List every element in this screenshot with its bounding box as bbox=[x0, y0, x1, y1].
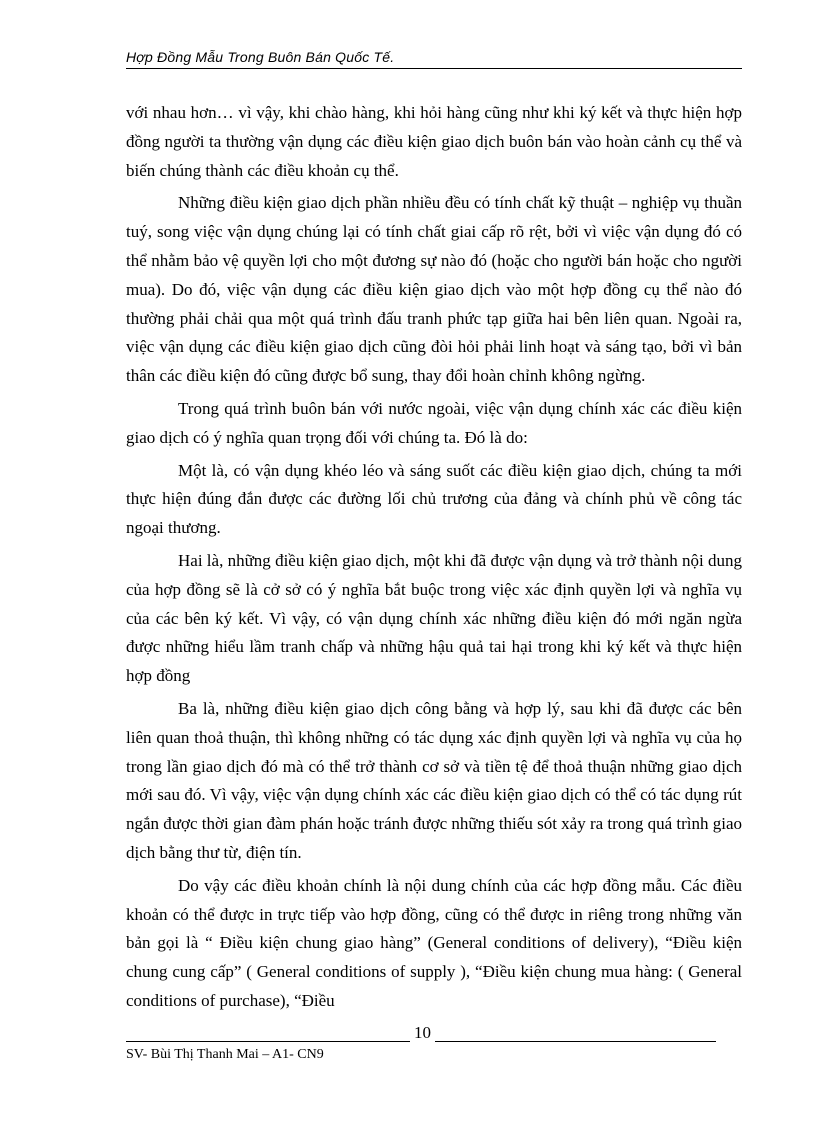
paragraph: Một là, có vận dụng khéo léo và sáng suốt các điều kiện giao dịch, chúng ta mới thực hiện đúng đắn được các đường lối chủ trương của đảng và chính phủ về công tác ngoại thương. bbox=[126, 460, 742, 538]
paragraph: Trong quá trình buôn bán với nước ngoài, việc vận dụng chính xác các điều kiện giao dịch có ý nghĩa quan trọng đối với chúng ta. Đó là do: bbox=[126, 398, 742, 447]
header-title: Hợp Đồng Mẫu Trong Buôn Bán Quốc Tế. bbox=[126, 49, 395, 65]
paragraph: Ba là, những điều kiện giao dịch công bằng và hợp lý, sau khi đã được các bên liên quan thoả thuận, thì không những có tác dụng xác định quyền lợi và nghĩa vụ của họ trong lần giao dịch đó mà có thể trở thành cơ sở và tiền tệ để thoả thuận những giao dịch mới sau đó. Vì vậy, việc vận dụng chính xác các điều kiện giao dịch có thể có tác dụng rút ngắn được thời gian đàm phán hoặc tránh được những thiếu sót xảy ra trong quá trình giao dịch bằng thư từ, điện tín. bbox=[126, 698, 742, 862]
page-number: 10 bbox=[410, 1024, 435, 1042]
paragraph: Những điều kiện giao dịch phần nhiều đều có tính chất kỹ thuật – nghiệp vụ thuần tuý, song việc vận dụng chúng lại có tính chất giai cấp rõ rệt, bởi vì việc vận dụng đó có thể nhằm bảo vệ quyền lợi cho một đương sự nào đó (hoặc cho người bán hoặc cho người mua). Do đó, việc vận dụng các điều kiện giao dịch vào một hợp đồng cụ thể nào đó thường phải chải qua một quá trình đấu tranh phức tạp giữa hai bên liên quan. Ngoài ra, việc vận dụng các điều kiện giao dịch cũng đòi hỏi phải linh hoạt và sáng tạo, bởi vì bản thân các điều kiện đó cũng được bổ sung, thay đổi hoàn chỉnh không ngừng. bbox=[126, 193, 742, 386]
paragraph: Hai là, những điều kiện giao dịch, một khi đã được vận dụng và trở thành nội dung của hợp đồng sẽ là cở sở có ý nghĩa bắt buộc trong việc xác định quyền lợi và nghĩa vụ của các bên ký kết. Vì vậy, có vận dụng chính xác những điều kiện đó mới ngăn ngừa được những hiểu lầm tranh chấp và những hậu quả tai hại trong khi ký kết và thực hiện hợp đồng bbox=[126, 550, 742, 686]
page-header bbox=[126, 48, 742, 69]
paragraph: với nhau hơn… vì vậy, khi chào hàng, khi hỏi hàng cũng như khi ký kết và thực hiện hợp đồng người ta thường vận dụng các điều kiện giao dịch buôn bán vào hoàn cảnh cụ thể và biến chúng thành các điều khoản cụ thể. bbox=[126, 103, 742, 180]
paragraph: Do vậy các điều khoản chính là nội dung chính của các hợp đồng mẫu. Các điều khoản có thể được in trực tiếp vào hợp đồng, cũng có thể được in riêng trong những văn bản gọi là “ Điều kiện chung giao hàng” (General conditions of delivery), “Điều kiện chung cung cấp” ( General conditions of supply ), “Điều kiện chung mua hàng: ( General conditions of purchase), “Điều bbox=[126, 875, 742, 1010]
document-body bbox=[126, 99, 742, 1020]
footer-author: SV- Bùi Thị Thanh Mai – A1- CN9 bbox=[126, 1047, 324, 1062]
